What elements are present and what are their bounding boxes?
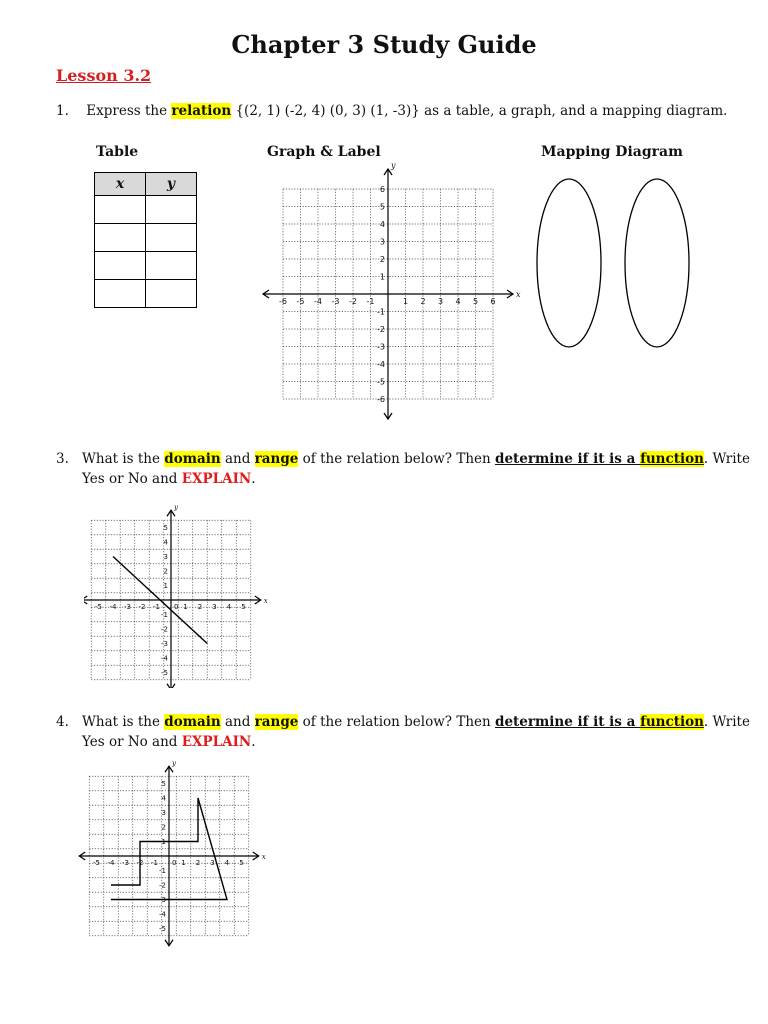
- y-tick-label: -2: [161, 625, 168, 634]
- x-tick-label: -4: [109, 603, 117, 611]
- x-tick-label: 5: [241, 603, 246, 611]
- question-number: 4.: [56, 714, 69, 730]
- y-tick-label: 2: [161, 823, 166, 832]
- y-tick-label: -1: [377, 307, 385, 317]
- x-tick-label: -3: [122, 859, 129, 867]
- y-tick-label: -3: [377, 342, 385, 352]
- y-tick-label: -1: [161, 611, 168, 619]
- highlight-range: range: [254, 451, 299, 467]
- mapping-heading: Mapping Diagram: [541, 144, 683, 160]
- x-tick-label: 2: [420, 297, 426, 306]
- origin-label: 0: [172, 859, 177, 867]
- question-text: {(2, 1) (-2, 4) (0, 3) (1, -3)} as a table, a graph, and a mapping diagram.: [231, 103, 728, 119]
- x-tick-label: 3: [210, 859, 215, 867]
- highlight-domain: domain: [164, 714, 221, 730]
- question-number: 3.: [56, 451, 69, 467]
- highlight-function: function: [640, 451, 704, 467]
- x-tick-label: -5: [95, 603, 102, 611]
- x-tick-label: 1: [402, 297, 409, 306]
- question-text: of the relation below? Then: [298, 714, 495, 730]
- underline-determine: determine if it is a: [495, 451, 641, 467]
- question-text: of the relation below? Then: [298, 451, 495, 467]
- x-tick-label: -1: [151, 859, 158, 867]
- y-tick-label: 1: [379, 272, 385, 282]
- highlight-range: range: [254, 714, 299, 730]
- graph-heading: Graph & Label: [267, 144, 381, 160]
- y-tick-label: -5: [159, 925, 166, 933]
- table-row: [95, 224, 197, 252]
- table-cell[interactable]: [95, 224, 146, 252]
- x-tick-label: 6: [490, 297, 496, 306]
- x-tick-label: -1: [366, 297, 375, 306]
- domain-oval: [537, 179, 601, 347]
- table-cell[interactable]: [146, 196, 197, 224]
- xy-table: [94, 172, 197, 308]
- table-cell[interactable]: [95, 252, 146, 280]
- column-header-x: x: [95, 173, 146, 196]
- y-tick-label: 1: [163, 582, 168, 590]
- highlight-domain: domain: [164, 451, 221, 467]
- x-tick-label: 4: [226, 603, 232, 611]
- x-tick-label: 4: [224, 859, 230, 867]
- x-tick-label: -1: [153, 603, 160, 611]
- y-axis-label: y: [391, 161, 396, 170]
- question-text: What is the: [82, 714, 165, 730]
- question-text: What is the: [82, 451, 165, 467]
- y-tick-label: 5: [161, 780, 166, 788]
- x-tick-label: 5: [239, 859, 244, 867]
- y-tick-label: 2: [163, 567, 168, 576]
- question-text: Yes or No and: [82, 734, 182, 750]
- table-row: [95, 196, 197, 224]
- y-tick-label: 3: [161, 809, 166, 817]
- y-tick-label: 6: [379, 185, 385, 194]
- y-tick-label: -5: [161, 669, 168, 677]
- x-tick-label: 4: [455, 297, 461, 306]
- x-tick-label: -5: [296, 297, 305, 306]
- x-tick-label: 5: [472, 297, 479, 306]
- y-tick-label: 4: [163, 538, 168, 547]
- x-axis-label: x: [261, 853, 266, 861]
- y-tick-label: 4: [379, 220, 385, 229]
- page-title: Chapter 3 Study Guide: [231, 30, 537, 59]
- question-text: and: [220, 714, 255, 730]
- x-tick-label: -2: [349, 297, 357, 306]
- lesson-heading: Lesson 3.2: [56, 66, 152, 85]
- table-row: [95, 252, 197, 280]
- y-tick-label: -4: [159, 910, 166, 919]
- y-tick-label: 3: [379, 237, 385, 247]
- y-tick-label: 3: [163, 553, 168, 561]
- explain-label: EXPLAIN: [181, 471, 252, 487]
- y-tick-label: -4: [161, 654, 168, 663]
- question-number: 1.: [56, 103, 69, 119]
- y-tick-label: -1: [159, 867, 166, 875]
- x-tick-label: -2: [138, 603, 146, 611]
- explain-label: EXPLAIN: [181, 734, 252, 750]
- x-tick-label: -4: [314, 297, 322, 306]
- question-text: .: [251, 734, 256, 750]
- question-text: . Write: [703, 714, 750, 730]
- question-text: Yes or No and: [82, 471, 182, 487]
- table-cell[interactable]: [146, 280, 197, 308]
- mapping-diagram: [530, 178, 700, 360]
- x-axis-label: x: [516, 290, 521, 299]
- x-tick-label: -5: [93, 859, 100, 867]
- x-tick-label: 3: [437, 297, 444, 306]
- x-tick-label: -3: [331, 297, 340, 306]
- x-tick-label: -2: [136, 859, 144, 867]
- question-text: and: [220, 451, 255, 467]
- question-3: [56, 449, 750, 489]
- x-tick-label: -4: [107, 859, 115, 867]
- x-tick-label: -3: [124, 603, 131, 611]
- y-tick-label: -3: [159, 896, 166, 904]
- table-row: [95, 280, 197, 308]
- origin-label: 0: [174, 603, 179, 611]
- y-tick-label: 5: [379, 202, 385, 212]
- relation-graph-line: [84, 496, 270, 688]
- y-tick-label: -6: [377, 395, 385, 404]
- x-tick-label: 3: [212, 603, 217, 611]
- question-4: [56, 712, 750, 752]
- highlight-relation: relation: [171, 103, 232, 119]
- x-tick-label: 2: [197, 603, 203, 611]
- question-text: .: [251, 471, 256, 487]
- x-tick-label: -6: [279, 297, 287, 306]
- y-tick-label: 1: [161, 838, 166, 846]
- y-tick-label: 4: [161, 794, 166, 803]
- question-text: Express the: [86, 103, 172, 119]
- table-heading: Table: [96, 144, 139, 160]
- table-cell[interactable]: [146, 224, 197, 252]
- table-cell[interactable]: [95, 196, 146, 224]
- y-axis-label: y: [174, 503, 178, 512]
- highlight-function: function: [640, 714, 704, 730]
- y-axis-label: y: [172, 759, 176, 768]
- question-1: [56, 101, 727, 121]
- y-tick-label: -2: [159, 881, 166, 890]
- x-axis-label: x: [263, 597, 268, 605]
- coordinate-grid: [250, 158, 530, 430]
- range-oval: [625, 179, 689, 347]
- relation-graph-polyline: [76, 754, 272, 950]
- y-tick-label: -4: [377, 360, 385, 369]
- column-header-y: y: [146, 173, 197, 196]
- y-tick-label: 5: [163, 524, 168, 532]
- table-cell[interactable]: [146, 252, 197, 280]
- underline-determine: determine if it is a: [495, 714, 641, 730]
- y-tick-label: -2: [377, 325, 385, 334]
- x-tick-label: 2: [195, 859, 201, 867]
- question-text: . Write: [703, 451, 750, 467]
- y-tick-label: -3: [161, 640, 168, 648]
- y-tick-label: -5: [377, 377, 385, 387]
- x-tick-label: 1: [181, 859, 186, 867]
- y-tick-label: 2: [379, 255, 385, 264]
- x-tick-label: 1: [183, 603, 188, 611]
- table-cell[interactable]: [95, 280, 146, 308]
